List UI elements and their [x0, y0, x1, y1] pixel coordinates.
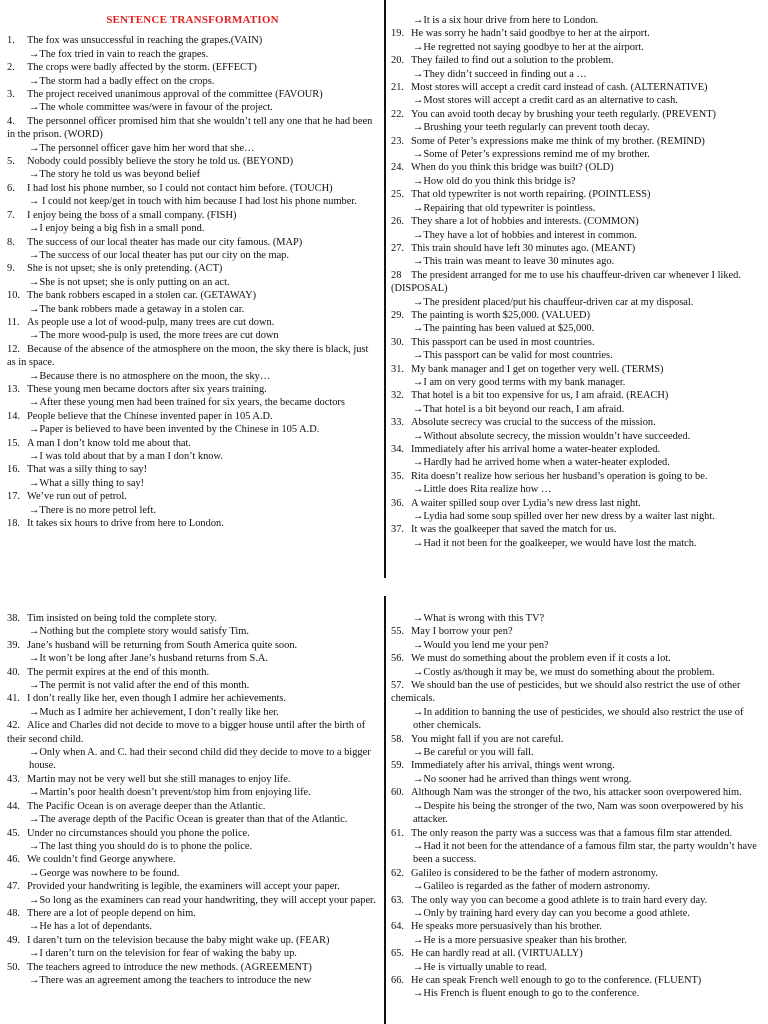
- question-item: [7, 262, 378, 275]
- question-item: [7, 692, 378, 705]
- question-item: [7, 934, 378, 947]
- question-item: [7, 289, 378, 302]
- answer-line: →The success of our local theater has put our city on the map.: [29, 249, 289, 261]
- question-item: [391, 786, 763, 799]
- question-number: 33.: [391, 417, 404, 429]
- answer-line: →How old do you think this bridge is?: [413, 175, 576, 187]
- answer-line: →So long as the examiners can read your handwriting, they will accept your paper.: [29, 894, 376, 906]
- question-item: [391, 135, 763, 148]
- question-item: [7, 115, 378, 142]
- question-number: 4.: [7, 115, 15, 127]
- answer-line: →No sooner had he arrived than things went wrong.: [413, 773, 632, 785]
- answer-line: →He has a lot of dependants.: [29, 921, 152, 933]
- question-number: 42.: [7, 720, 20, 732]
- answer-line: →The personnel officer gave him her word that she…: [29, 142, 255, 154]
- question-text: He can hardly read at all. (VIRTUALLY): [411, 948, 583, 960]
- question-item: [391, 54, 763, 67]
- question-text: We must do something about the problem even if it costs a lot.: [411, 653, 671, 665]
- question-item: [7, 907, 378, 920]
- question-text: Immediately after his arrival, things went wrong.: [411, 760, 615, 772]
- question-text: Provided your handwriting is legible, the examiners will accept your paper.: [27, 881, 340, 893]
- answer-line: →Most stores will accept a credit card as an alternative to cash.: [413, 95, 678, 107]
- question-item: [7, 827, 378, 840]
- question-text: We should ban the use of pesticides, but we should also restrict the use of other chemicals.: [391, 680, 741, 705]
- question-number: 2.: [7, 62, 15, 74]
- question-text: That was a silly thing to say!: [27, 464, 148, 476]
- question-item: [7, 209, 378, 222]
- question-text: Most stores will accept a credit card instead of cash. (ALTERNATIVE): [411, 82, 708, 94]
- question-number: 27.: [391, 242, 404, 254]
- answer-line: →Paper is believed to have been invented by the Chinese in 105 A.D.: [29, 424, 320, 436]
- question-text: It takes six hours to drive from here to London.: [27, 518, 224, 530]
- question-item: [391, 108, 763, 121]
- question-number: 48.: [7, 907, 20, 919]
- question-number: 41.: [7, 693, 20, 705]
- question-text: This train should have left 30 minutes ago. (MEANT): [411, 242, 636, 254]
- answer-line: →I enjoy being a big fish in a small pond.: [29, 223, 205, 235]
- answer-line: →The more wood-pulp is used, the more trees are cut down: [29, 330, 279, 342]
- question-text: Immediately after his arrival home a water-heater exploded.: [411, 444, 661, 455]
- question-text: You can avoid tooth decay by brushing your teeth regularly. (PREVENT): [411, 108, 717, 120]
- question-item: [391, 309, 763, 322]
- answer-line: →Lydia had some soup spilled over her new dress by a waiter last night.: [413, 511, 715, 523]
- question-item: [391, 625, 763, 638]
- answer-line: →His French is fluent enough to go to the conference.: [413, 988, 640, 1000]
- question-number: 12.: [7, 343, 20, 355]
- question-number: 58.: [391, 733, 404, 745]
- answer-line: →Without absolute secrecy, the mission wouldn’t have succeeded.: [413, 430, 691, 442]
- question-item: [391, 443, 763, 456]
- answer-line: →Despite his being the stronger of the two, Nam was soon overpowered by his attacker.: [413, 800, 744, 826]
- question-number: 3.: [7, 89, 15, 101]
- answer-line: →What is wrong with this TV?: [413, 613, 545, 624]
- question-item: [391, 947, 763, 960]
- question-number: 57.: [391, 680, 404, 692]
- question-text: Although Nam was the stronger of the two, his attacker soon overpowered him.: [411, 787, 742, 799]
- question-number: 6.: [7, 182, 15, 194]
- question-number: 9.: [7, 263, 15, 275]
- question-text: When do you think this bridge was built? (OLD): [411, 162, 614, 174]
- answer-line: →What a silly thing to say!: [29, 477, 145, 489]
- question-item: [391, 679, 763, 706]
- question-number: 28: [391, 269, 402, 281]
- question-number: 19.: [391, 28, 404, 40]
- column-top-left: [7, 14, 378, 530]
- question-text: The personnel officer promised him that she wouldn’t tell any one that he had been in the prison. (WORD): [7, 115, 373, 141]
- question-number: 44.: [7, 800, 20, 812]
- answer-line: →He is a more persuasive speaker than his brother.: [413, 934, 627, 946]
- question-number: 49.: [7, 934, 20, 946]
- column-bottom-right: [391, 612, 763, 1001]
- question-item: [7, 182, 378, 195]
- question-number: 21.: [391, 82, 404, 94]
- answer-line: →He regretted not saying goodbye to her at the airport.: [413, 41, 644, 53]
- answer-line: →He is virtually unable to read.: [413, 961, 547, 973]
- question-item: [391, 867, 763, 880]
- question-text: Galileo is considered to be the father of modern astronomy.: [411, 867, 658, 879]
- answer-line: →There is no more petrol left.: [29, 504, 156, 516]
- answer-line: →Hardly had he arrived home when a water-heater exploded.: [413, 457, 670, 469]
- question-text: The only reason the party was a success was that a famous film star attended.: [411, 827, 733, 839]
- answer-line: →The last thing you should do is to phone the police.: [29, 840, 253, 852]
- question-number: 61.: [391, 827, 404, 839]
- question-item: [7, 961, 378, 974]
- question-text: He can speak French well enough to go to the conference. (FLUENT): [411, 974, 702, 986]
- question-number: 23.: [391, 135, 404, 147]
- question-number: 55.: [391, 626, 404, 638]
- question-text: The bank robbers escaped in a stolen car. (GETAWAY): [27, 290, 257, 302]
- answer-line: →This train was meant to leave 30 minutes ago.: [413, 256, 615, 268]
- question-text: This passport can be used in most countries.: [411, 336, 595, 348]
- question-text: Tim insisted on being told the complete story.: [27, 613, 218, 624]
- question-number: 25.: [391, 189, 404, 201]
- question-number: 65.: [391, 948, 404, 960]
- answer-line: →Because there is no atmosphere on the moon, the sky…: [29, 370, 271, 382]
- question-item: [391, 416, 763, 429]
- question-number: 30.: [391, 336, 404, 348]
- question-text: The success of our local theater has made our city famous. (MAP): [27, 236, 303, 248]
- question-text: The crops were badly affected by the storm. (EFFECT): [27, 62, 257, 74]
- question-number: 43.: [7, 773, 20, 785]
- question-number: 40.: [7, 666, 20, 678]
- answer-line: →The storm had a badly effect on the crops.: [29, 75, 215, 87]
- question-item: [391, 161, 763, 174]
- question-text: He was sorry he hadn’t said goodbye to her at the airport.: [411, 28, 650, 40]
- question-text: The Pacific Ocean is on average deeper than the Atlantic.: [27, 800, 266, 812]
- question-text: My bank manager and I get on together very well. (TERMS): [411, 363, 664, 375]
- question-text: Jane’s husband will be returning from South America quite soon.: [27, 639, 298, 651]
- question-item: [7, 490, 378, 503]
- question-number: 1.: [7, 35, 15, 47]
- question-text: Alice and Charles did not decide to move to a bigger house until after the birth of their second child.: [7, 720, 366, 745]
- question-item: [7, 800, 378, 813]
- answer-line: →Much as I admire her achievement, I don’t really like her.: [29, 706, 279, 718]
- question-text: It was the goalkeeper that saved the match for us.: [411, 524, 617, 536]
- answer-line: →I daren’t turn on the television for fear of waking the baby up.: [29, 948, 297, 960]
- question-number: 45.: [7, 827, 20, 839]
- question-item: [7, 517, 378, 530]
- question-text: Absolute secrecy was crucial to the success of the mission.: [411, 417, 656, 429]
- question-text: That old typewriter is not worth repairing. (POINTLESS): [411, 189, 651, 201]
- question-item: [391, 894, 763, 907]
- answer-line: →Martin’s poor health doesn’t prevent/stop him from enjoying life.: [29, 787, 311, 799]
- question-text: She is not upset; she is only pretending. (ACT): [27, 263, 223, 275]
- question-item: [7, 34, 378, 47]
- question-number: 59.: [391, 760, 404, 772]
- column-bottom-left: [7, 612, 378, 987]
- question-item: [7, 463, 378, 476]
- question-item: [391, 733, 763, 746]
- question-text: We’ve run out of petrol.: [27, 491, 127, 503]
- question-text: He speaks more persuasively than his brother.: [411, 921, 602, 933]
- question-text: People believe that the Chinese invented paper in 105 A.D.: [27, 410, 273, 422]
- question-text: I enjoy being the boss of a small company. (FISH): [27, 209, 237, 221]
- answer-line: →The bank robbers made a getaway in a stolen car.: [29, 303, 245, 315]
- question-text: They share a lot of hobbies and interests. (COMMON): [411, 216, 639, 228]
- question-text: As people use a lot of wood-pulp, many trees are cut down.: [27, 316, 275, 328]
- question-item: [391, 652, 763, 665]
- question-item: [391, 523, 763, 536]
- question-number: 31.: [391, 363, 404, 375]
- question-text: I daren’t turn on the television because the baby might wake up. (FEAR): [27, 934, 330, 946]
- question-number: 62.: [391, 867, 404, 879]
- question-item: [391, 27, 763, 40]
- question-item: [7, 719, 378, 746]
- question-text: You might fall if you are not careful.: [411, 733, 564, 745]
- question-item: [391, 389, 763, 402]
- question-item: [391, 242, 763, 255]
- answer-line: →The story he told us was beyond belief: [29, 169, 201, 181]
- question-number: 66.: [391, 974, 404, 986]
- column-divider-top: [384, 0, 386, 578]
- question-text: The teachers agreed to introduce the new methods. (AGREEMENT): [27, 961, 312, 973]
- answer-line: →The president placed/put his chauffeur-driven car at my disposal.: [413, 296, 694, 308]
- answer-line: →Brushing your teeth regularly can prevent tooth decay.: [413, 122, 650, 134]
- question-item: [391, 759, 763, 772]
- question-item: [391, 827, 763, 840]
- question-text: Nobody could possibly believe the story he told us. (BEYOND): [27, 156, 294, 168]
- question-text: I don’t really like her, even though I admire her achievements.: [27, 693, 287, 705]
- answer-line: →Would you lend me your pen?: [413, 639, 549, 651]
- question-item: [391, 470, 763, 483]
- answer-line: →The fox tried in vain to reach the grapes.: [29, 48, 209, 60]
- question-item: [391, 188, 763, 201]
- question-number: 56.: [391, 653, 404, 665]
- question-number: 38.: [7, 613, 20, 624]
- question-item: [7, 383, 378, 396]
- question-number: 50.: [7, 961, 20, 973]
- question-number: 46.: [7, 854, 20, 866]
- question-item: [7, 880, 378, 893]
- question-number: 63.: [391, 894, 404, 906]
- question-number: 24.: [391, 162, 404, 174]
- question-number: 26.: [391, 216, 404, 228]
- answer-line: →Galileo is regarded as the father of modern astronomy.: [413, 881, 650, 893]
- question-text: A man I don’t know told me about that.: [27, 437, 192, 449]
- question-text: Under no circumstances should you phone the police.: [27, 827, 250, 839]
- question-text: The painting is worth $25,000. (VALUED): [411, 309, 591, 321]
- question-number: 47.: [7, 881, 20, 893]
- question-item: [7, 639, 378, 652]
- question-text: The only way you can become a good athlete is to train hard every day.: [411, 894, 708, 906]
- answer-line: →It is a six hour drive from here to London.: [413, 15, 599, 26]
- answer-line: →Little does Rita realize how …: [413, 484, 552, 496]
- question-item: [7, 437, 378, 450]
- question-item: [391, 81, 763, 94]
- answer-line: → I could not keep/get in touch with him because I had lost his phone number.: [29, 196, 357, 208]
- question-text: They failed to find out a solution to the problem.: [411, 55, 614, 67]
- question-text: The permit expires at the end of this month.: [27, 666, 210, 678]
- answer-line: →This passport can be valid for most countries.: [413, 350, 613, 362]
- page-title: SENTENCE TRANSFORMATION: [106, 14, 279, 26]
- question-text: The fox was unsuccessful in reaching the grapes.(VAIN): [27, 35, 263, 47]
- question-number: 14.: [7, 410, 20, 422]
- answer-line: →In addition to banning the use of pesticides, we should also restrict the use of other chemicals.: [413, 706, 744, 732]
- answer-line: →Repairing that old typewriter is pointless.: [413, 202, 596, 214]
- question-number: 60.: [391, 787, 404, 799]
- question-text: Rita doesn’t realize how serious her husband’s operation is going to be.: [411, 470, 708, 482]
- answer-line: →I was told about that by a man I don’t know.: [29, 451, 223, 462]
- question-number: 5.: [7, 156, 15, 168]
- question-number: 34.: [391, 444, 404, 455]
- question-number: 39.: [7, 639, 20, 651]
- question-text: The president arranged for me to use his chauffeur-driven car whenever I liked. (DISPOSAL): [391, 269, 741, 295]
- answer-line: →They didn’t succeed in finding out a …: [413, 68, 587, 80]
- answer-line: →Nothing but the complete story would satisfy Tim.: [29, 626, 249, 638]
- answer-line: →After these young men had been trained for six years, the became doctors: [29, 397, 345, 409]
- question-text: Martin may not be very well but she still manages to enjoy life.: [27, 773, 291, 785]
- question-number: 18.: [7, 518, 20, 530]
- answer-line: →The permit is not valid after the end of this month.: [29, 680, 250, 692]
- question-number: 22.: [391, 108, 404, 120]
- question-text: A waiter spilled soup over Lydia’s new dress last night.: [411, 497, 641, 509]
- question-text: The project received unanimous approval of the committee (FAVOUR): [27, 89, 323, 101]
- answer-line: →There was an agreement among the teachers to introduce the new: [29, 974, 312, 986]
- answer-line: →The average depth of the Pacific Ocean is greater than that of the Atlantic.: [29, 814, 348, 826]
- question-item: [7, 236, 378, 249]
- question-number: 64.: [391, 921, 404, 933]
- answer-line: →Only by training hard every day can you become a good athlete.: [413, 907, 690, 919]
- question-number: 29.: [391, 309, 404, 321]
- question-item: [391, 974, 763, 987]
- answer-line: →George was nowhere to be found.: [29, 867, 180, 879]
- question-item: [7, 155, 378, 168]
- column-top-right: [391, 14, 763, 550]
- question-item: [7, 612, 378, 625]
- question-number: 35.: [391, 470, 404, 482]
- question-text: That hotel is a bit too expensive for us, I am afraid. (REACH): [411, 390, 669, 402]
- answer-line: →I am on very good terms with my bank manager.: [413, 376, 626, 388]
- question-text: There are a lot of people depend on him.: [27, 907, 196, 919]
- question-number: 15.: [7, 437, 20, 449]
- question-item: [391, 336, 763, 349]
- column-divider-bottom: [384, 596, 386, 1024]
- question-text: Some of Peter’s expressions make me think of my brother. (REMIND): [411, 135, 705, 147]
- question-item: [7, 773, 378, 786]
- question-number: 36.: [391, 497, 404, 509]
- answer-line: →Had it not been for the attendance of a famous film star, the party wouldn’t have been a success.: [413, 840, 757, 866]
- answer-line: →Had it not been for the goalkeeper, we would have lost the match.: [413, 537, 697, 549]
- question-number: 13.: [7, 383, 20, 395]
- question-text: May I borrow your pen?: [411, 626, 513, 638]
- answer-line: →They have a lot of hobbies and interest in common.: [413, 229, 637, 241]
- question-number: 37.: [391, 524, 404, 536]
- question-number: 16.: [7, 464, 20, 476]
- question-text: Because of the absence of the atmosphere on the moon, the sky there is black, just as in space.: [7, 343, 369, 369]
- answer-line: →The whole committee was/were in favour of the project.: [29, 102, 273, 114]
- question-number: 20.: [391, 55, 404, 67]
- answer-line: →Be careful or you will fall.: [413, 747, 534, 759]
- answer-line: →The painting has been valued at $25,000.: [413, 323, 595, 335]
- question-number: 10.: [7, 290, 20, 302]
- question-item: [391, 215, 763, 228]
- answer-line: →Costly as/though it may be, we must do something about the problem.: [413, 666, 715, 678]
- answer-line: →Only when A. and C. had their second child did they decide to move to a bigger house.: [29, 747, 371, 772]
- question-item: [391, 363, 763, 376]
- question-item: [7, 853, 378, 866]
- question-item: [7, 343, 378, 370]
- answer-line: →She is not upset; she is only putting on an act.: [29, 276, 230, 288]
- question-item: [7, 666, 378, 679]
- question-item: [391, 269, 763, 296]
- question-text: These young men became doctors after six years training.: [27, 383, 267, 395]
- question-number: 32.: [391, 390, 404, 402]
- answer-line: →Some of Peter’s expressions remind me of my brother.: [413, 149, 650, 161]
- question-item: [7, 316, 378, 329]
- question-number: 17.: [7, 491, 20, 503]
- question-text: I had lost his phone number, so I could not contact him before. (TOUCH): [27, 182, 333, 194]
- question-item: [7, 61, 378, 74]
- question-item: [7, 410, 378, 423]
- question-item: [391, 497, 763, 510]
- question-item: [391, 920, 763, 933]
- answer-line: →It won’t be long after Jane’s husband returns from S.A.: [29, 653, 269, 665]
- question-item: [7, 88, 378, 101]
- question-number: 8.: [7, 236, 15, 248]
- answer-line: →That hotel is a bit beyond our reach, I am afraid.: [413, 403, 625, 415]
- question-number: 11.: [7, 316, 20, 328]
- question-number: 7.: [7, 209, 15, 221]
- question-text: We couldn’t find George anywhere.: [27, 854, 176, 866]
